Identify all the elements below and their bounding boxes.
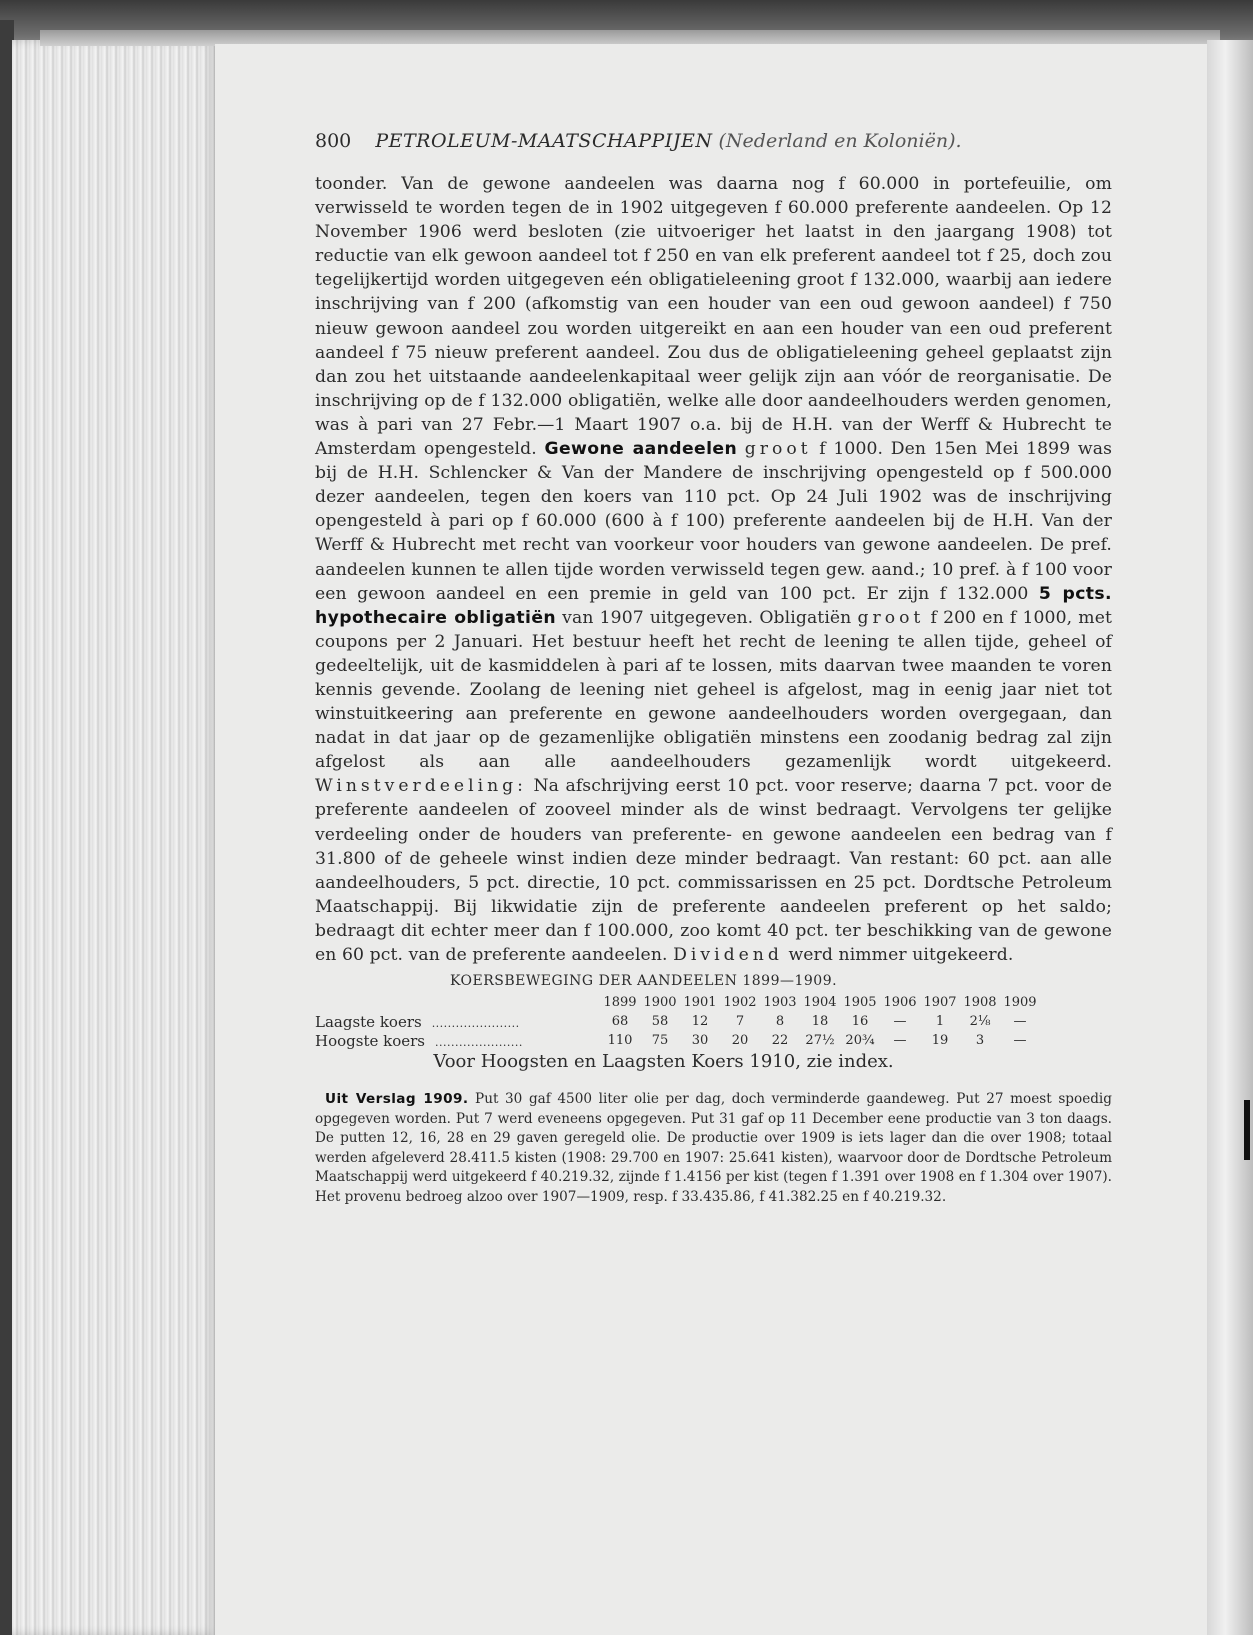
page-content	[315, 128, 1112, 1221]
table-cell: 20¾	[845, 1033, 875, 1049]
row-label	[315, 1012, 600, 1031]
table-cell: —	[1013, 1014, 1027, 1030]
table-cell: 12	[691, 1014, 709, 1030]
table-cell: 18	[811, 1014, 829, 1030]
page-subtitle: (Nederland en Koloniën).	[718, 130, 962, 152]
page-marker	[1244, 1100, 1250, 1160]
year-header: 1904	[803, 995, 837, 1011]
table-cell: 58	[651, 1014, 669, 1030]
row-label-text: Laagste koers	[315, 1012, 422, 1031]
leader-dots: ......................	[431, 1016, 520, 1030]
price-table	[315, 993, 1040, 1050]
paragraph-text: werd nimmer uitgekeerd.	[788, 945, 1014, 965]
table-cell: 30	[691, 1033, 709, 1049]
paragraph-text: van 1907 uitgegeven. Obligatiën	[562, 607, 852, 628]
table-cell: 8	[775, 1014, 785, 1030]
year-header: 1903	[763, 995, 797, 1011]
paragraph-text: f 1000. Den 15en Mei 1899 was bij de H.H. Schlencker & Van der Mandere de inschrijving opengesteld op f 500.000 dezer aandeelen, tegen den koers van 110 pct. Op 24 Juli 1902 was de inschrijving opengesteld à pari op f 60.000 (600 à f 100) preferente aandeelen bij de H.H. Van der Werff & Hubrecht met recht van voorkeur voor houders van gewone aandeelen. De pref. aandeelen kunnen te allen tijde worden verwisseld tegen gew. aand.; 10 pref. à f 100 voor een gewoon aandeel en een premie in geld van 100 pct. Er zijn f 132.000	[315, 439, 1112, 604]
section-heading-gewone-aandeelen: Gewone aandeelen	[544, 439, 738, 460]
table-cell: 75	[651, 1033, 669, 1049]
year-header: 1907	[923, 995, 957, 1011]
year-header: 1901	[683, 995, 717, 1011]
report-heading: Uit Verslag 1909.	[325, 1091, 469, 1108]
table-cell: 110	[607, 1033, 633, 1049]
table-cell: 19	[931, 1033, 949, 1049]
page-title: PETROLEUM-MAATSCHAPPIJEN	[375, 130, 713, 152]
paragraph-text: toonder. Van de gewone aandeelen was daarna nog f 60.000 in portefeuilie, om verwisseld te worden tegen de in 1902 uitgegeven f 60.000 preferente aandeelen. Op 12 November 1906 werd besloten (zie uitvoeriger het laatst in den jaargang 1908) tot reductie van elk gewoon aandeel tot f 250 en van elk preferent aandeel tot f 25, doch zou tegelijkertijd worden uitgegeven eén obligatieleening groot f 132.000, waarbij aan iedere inschrijving van f 200 (afkomstig van een houder van een oud gewoon aandeel) f 750 nieuw gewoon aandeel zou worden uitgereikt en aan een houder van een oud preferent aandeel f 75 nieuw preferent aandeel. Zou dus de obligatieleening geheel geplaatst zijn dan zou het uitstaande aandeelenkapitaal weer gelijk zijn aan vóór de reorganisatie. De inschrijving op de f 132.000 obligatiën, welke alle door aandeelhouders werden genomen, was à pari van 27 Febr.—1 Maart 1907 o.a. bij de H.H. van der Werff & Hubrecht te Amsterdam opengesteld.	[315, 174, 1112, 460]
table-cell: 3	[975, 1033, 985, 1049]
table-cell: —	[893, 1014, 907, 1030]
table-cell: 16	[851, 1014, 869, 1030]
section-heading-obligaties: 5 pcts. hypothecaire obligatiën	[315, 583, 1112, 628]
table-row	[315, 1012, 1040, 1031]
year-header: 1899	[603, 995, 637, 1011]
table-cell: 22	[771, 1033, 789, 1049]
year-header: 1908	[963, 995, 997, 1011]
paragraph-text: Na afschrijving eerst 10 pct. voor reserve; daarna 7 pct. voor de preferente aandeelen of zooveel minder als de winst bedraagt. Vervolgens ter gelijke verdeeling onder de houders van preferente- en gewone aandeelen een bedrag van f 31.800 of de geheele winst indien deze minder bedraagt. Van restant: 60 pct. aan alle aandeelhouders, 5 pct. directie, 10 pct. commissarissen en 25 pct. Dordtsche Petroleum Maatschappij. Bij likwidatie zijn de preferente aandeelen preferent op het saldo; bedraagt dit echter meer dan f 100.000, zoo komt 40 pct. ter beschikking van de gewone en 60 pct. van de preferente aandeelen.	[315, 776, 1112, 965]
table-cell: —	[1013, 1033, 1027, 1049]
table-cell: 2⅛	[969, 1014, 991, 1030]
label-winstverdeeling: Winstverdeeling:	[315, 776, 527, 797]
paragraph-text: f 200 en f 1000, met coupons per 2 Januari. Het bestuur heeft het recht de leening te allen tijde, geheel of gedeeltelijk, uit de kasmiddelen à pari af te lossen, mits daarvan twee maanden te voren kennis gevende. Zoolang de leening niet geheel is afgelost, mag in eenig jaar niet tot winstuitkeering aan preferente en gewone aandeelhouders worden overgegaan, dan nadat in dat jaar op de gezamenlijke obligatiën minstens een zoodanig bedrag zal zijn afgelost als aan alle aandeelhouders gezamenlijk wordt uitgekeerd.	[315, 607, 1112, 773]
leader-dots: ......................	[434, 1035, 523, 1049]
report-text: Put 30 gaf 4500 liter olie per dag, doch verminderde gaandeweg. Put 27 moest spoedig opgegeven worden. Put 7 werd eveneens opgegeven. Put 31 gaf op 11 December eene productie van 3 ton daags. De putten 12, 16, 28 en 29 gaven geregeld olie. De productie over 1909 is iets lager dan die over 1908; totaal werden afgeleverd 28.411.5 kisten (1908: 29.700 en 1907: 25.641 kisten), waarvoor door de Dordtsche Petroleum Maatschappij werd uitgekeerd f 40.219.32, zijnde f 1.4156 per kist (tegen f 1.391 over 1908 en f 1.304 over 1907). Het provenu bedroeg alzoo over 1907—1909, resp. f 33.435.86, f 41.382.25 en f 40.219.32.	[315, 1091, 1112, 1205]
table-cell: —	[893, 1033, 907, 1049]
table-cell: 20	[731, 1033, 749, 1049]
table-cell: 27½	[805, 1033, 835, 1049]
year-header: 1909	[1003, 995, 1037, 1011]
running-head	[315, 128, 1112, 154]
table-cell: 7	[735, 1014, 745, 1030]
year-header: 1900	[643, 995, 677, 1011]
year-header: 1902	[723, 995, 757, 1011]
main-paragraph	[315, 172, 1112, 967]
table-header-row	[315, 993, 1040, 1012]
row-label	[315, 1031, 600, 1050]
index-note: Voor Hoogsten en Laagsten Koers 1910, zie index.	[433, 1051, 894, 1073]
table-row	[315, 1031, 1040, 1050]
row-label-text: Hoogste koers	[315, 1031, 425, 1050]
table-title: KOERSBEWEGING DER AANDEELEN 1899—1909.	[449, 973, 838, 990]
page-gutter-shadow	[1207, 40, 1253, 1635]
report-paragraph	[315, 1090, 1112, 1207]
page-stack-edges	[12, 40, 217, 1635]
label-groot: groot	[857, 607, 925, 628]
table-cell: 68	[611, 1014, 629, 1030]
table-header-label	[315, 993, 600, 1012]
year-header: 1905	[843, 995, 877, 1011]
label-dividend: Dividend	[673, 945, 783, 965]
year-header: 1906	[883, 995, 917, 1011]
label-groot: groot	[744, 439, 812, 460]
page-number: 800	[315, 130, 352, 152]
table-cell: 1	[935, 1014, 945, 1030]
